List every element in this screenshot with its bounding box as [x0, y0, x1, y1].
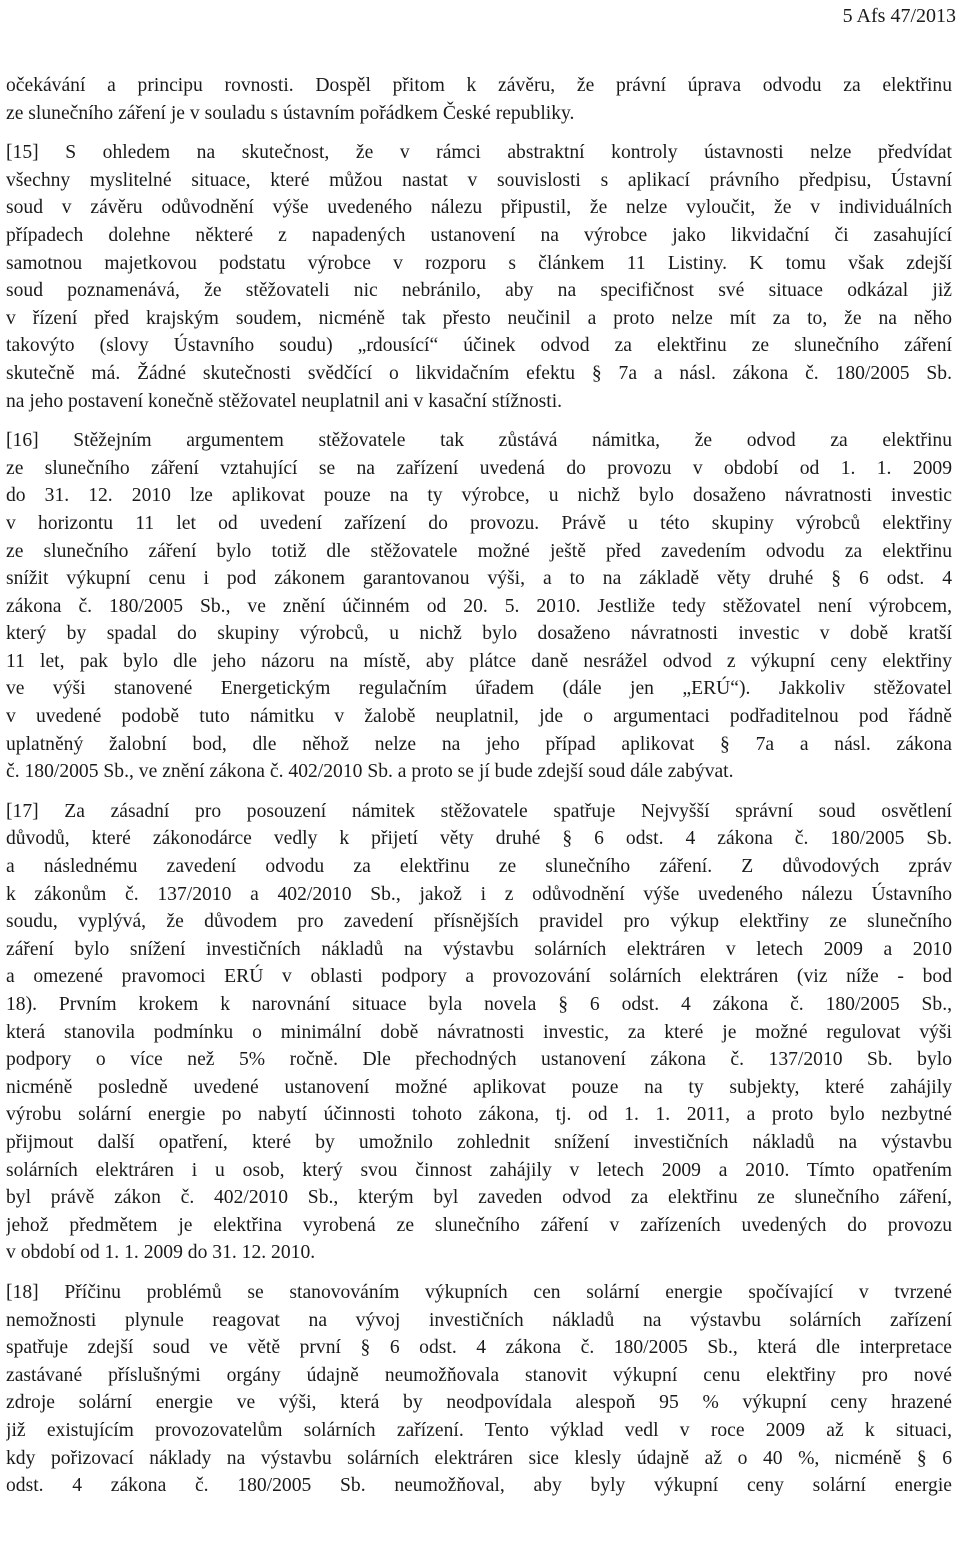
- text-line: byl právě zákon č. 402/2010 Sb., kterým byl zaveden odvod za elektřinu ze slunečního záření,: [6, 1187, 952, 1209]
- text-line: přijmout další opatření, které by umožnilo zohlednit snížení investičních nákladů na výstavbu: [6, 1131, 952, 1153]
- text-line: všechny myslitelné situace, které můžou nastat v souvislosti s aplikací právního předpisu, Ústavní: [6, 169, 952, 191]
- text-line: skutečně má. Žádné skutečnosti svědčící o likvidačním efektu § 7a a násl. zákona č. 180/2005 Sb.: [6, 362, 952, 384]
- text-line: a omezené pravomoci ERÚ v oblasti podpory a provozování solárních elektráren (viz níže - bod: [6, 966, 952, 988]
- text-line: zákona č. 180/2005 Sb., ve znění účinném od 20. 5. 2010. Jestliže tedy stěžovatel není výrobcem,: [6, 595, 952, 617]
- text-line: v horizontu 11 let od uvedení zařízení do provozu. Právě u této skupiny výrobců elektřiny: [6, 512, 952, 534]
- paragraph-15: [6, 139, 952, 415]
- text-line: soud poznamenává, že stěžovateli nic nebránilo, aby na specifičnost své situace odkázal již: [6, 280, 952, 302]
- text-line: kdy pořizovací náklady na výstavbu solárních elektráren sice klesly údajně až o 40 %, nicméně § 6: [6, 1447, 952, 1469]
- text-line: ze slunečního záření bylo totiž dle stěžovatele možné ještě před zavedením odvodu za elektřinu: [6, 540, 952, 562]
- text-line: [18] Příčinu problémů se stanovováním výkupních cen solární energie spočívající v tvrzené: [6, 1281, 952, 1303]
- text-line: snížit výkupní cenu i pod zákonem garantovanou výši, a to na základě věty druhé § 6 odst. 4: [6, 568, 952, 590]
- text-line: podpory o více než 5% ročně. Dle přechodných ustanovení zákona č. 137/2010 Sb. bylo: [6, 1049, 952, 1071]
- paragraph-18: [6, 1279, 952, 1500]
- text-line: který by spadal do skupiny výrobců, u nichž bylo dosaženo návratnosti investic v době kratší: [6, 623, 952, 645]
- text-line: případech dolehne některé z napadených ustanovení na výrobce jako likvidační či zasahující: [6, 224, 952, 246]
- text-line: nicméně posledně uvedené ustanovení možné aplikovat pouze na ty subjekty, které zahájily: [6, 1076, 952, 1098]
- text-line: č. 180/2005 Sb., ve znění zákona č. 402/2010 Sb. a proto se jí bude zdejší soud dále zabývat.: [6, 761, 734, 783]
- paragraph-intro: [6, 72, 952, 127]
- text-line: [16] Stěžejním argumentem stěžovatele tak zůstává námitka, že odvod za elektřinu: [6, 430, 952, 452]
- paragraph-17: [6, 798, 952, 1267]
- text-line: na jeho postavení konečně stěžovatel neuplatnil ani v kasační stížnosti.: [6, 390, 563, 412]
- text-line: ze slunečního záření je v souladu s ústavním pořádkem České republiky.: [6, 102, 575, 124]
- text-line: uplatněný žalobní bod, dle něhož nelze na jeho případ aplikovat § 7a a násl. zákona: [6, 733, 952, 755]
- text-line: soudu, vyplývá, že důvodem pro zavedení přísnějších pravidel pro výkup elektřiny ze slunečního: [6, 911, 952, 933]
- text-line: výrobu solární energie po nabytí účinnosti tohoto zákona, tj. od 1. 1. 2011, a proto bylo nezbytné: [6, 1104, 952, 1126]
- text-line: jehož předmětem je elektřina vyrobená ze slunečního záření v zařízeních uvedených do provozu: [6, 1214, 952, 1236]
- text-line: 18). Prvním krokem k narovnání situace byla novela § 6 odst. 4 zákona č. 180/2005 Sb.,: [6, 994, 952, 1015]
- text-line: solárních elektráren i u osob, který svou činnost zahájily v letech 2009 a 2010. Tímto opatřením: [6, 1159, 952, 1181]
- text-line: která stanovila podmínku o minimální době návratnosti investic, za které je možné regulovat výši: [6, 1021, 952, 1043]
- text-line: důvodů, které zákonodárce vedly k přijetí věty druhé § 6 odst. 4 zákona č. 180/2005 Sb.: [6, 828, 952, 850]
- text-line: spatřuje zdejší soud ve větě první § 6 odst. 4 zákona č. 180/2005 Sb., která dle interpretace: [6, 1337, 952, 1359]
- text-line: v řízení před krajským soudem, nicméně tak přesto neučinil a proto nelze mít za to, že na něho: [6, 307, 952, 329]
- text-line: v období od 1. 1. 2009 do 31. 12. 2010.: [6, 1242, 316, 1264]
- text-line: 11 let, pak bylo dle jeho názoru na místě, aby plátce daně nesrážel odvod z výkupní ceny elektřiny: [6, 650, 952, 672]
- text-line: soud v závěru odůvodnění výše uvedeného nálezu připustil, že nelze vyloučit, že v individuálních: [6, 197, 952, 219]
- text-line: a následnému zavedení odvodu za elektřinu ze slunečního záření. Z důvodových zpráv: [6, 856, 952, 878]
- text-line: již existujícím provozovatelům solárních zařízení. Tento výklad vedl v roce 2009 až k situaci,: [6, 1419, 952, 1441]
- document-body: [6, 72, 952, 1500]
- text-line: ze slunečního záření vztahující se na zařízení uvedená do provozu v období od 1. 1. 2009: [6, 457, 952, 479]
- text-line: [17] Za zásadní pro posouzení námitek stěžovatele spatřuje Nejvyšší správní soud osvětlení: [6, 800, 952, 822]
- text-line: do 31. 12. 2010 lze aplikovat pouze na ty výrobce, u nichž bylo dosaženo návratnosti investic: [6, 485, 952, 507]
- text-line: [15] S ohledem na skutečnost, že v rámci abstraktní kontroly ústavnosti nelze předvídat: [6, 142, 952, 164]
- text-line: odst. 4 zákona č. 180/2005 Sb. neumožňoval, aby byly výkupní ceny solární energie: [6, 1475, 952, 1497]
- text-line: ve výši stanovené Energetickým regulačním úřadem (dále jen „ERÚ“). Jakkoliv stěžovatel: [6, 678, 952, 700]
- text-line: k zákonům č. 137/2010 a 402/2010 Sb., jakož i z odůvodnění výše uvedeného nálezu Ústavního: [6, 883, 952, 905]
- text-line: zastávané příslušnými orgány údajně neumožňovala stanovit výkupní cenu elektřiny pro nové: [6, 1364, 952, 1386]
- text-line: záření bylo snížení investičních nákladů na výstavbu solárních elektráren v letech 2009 a 2010: [6, 938, 952, 960]
- text-line: zdroje solární energie ve výši, která by neodpovídala alespoň 95 % výkupní ceny hrazené: [6, 1392, 952, 1414]
- text-line: samotnou majetkovou podstatu výrobce v rozporu s článkem 11 Listiny. K tomu však zdejší: [6, 252, 952, 274]
- paragraph-16: [6, 427, 952, 786]
- case-number: 5 Afs 47/2013: [842, 5, 956, 27]
- text-line: očekávání a principu rovnosti. Dospěl přitom k závěru, že právní úprava odvodu za elektřinu: [6, 75, 952, 96]
- text-line: takovýto (slovy Ústavního soudu) „rdousící“ účinek odvod za elektřinu ze slunečního záření: [6, 335, 952, 357]
- text-line: v uvedené podobě tuto námitku v žalobě neuplatnil, jde o argumentaci podřaditelnou pod řádně: [6, 706, 952, 728]
- text-line: nemožnosti plynule reagovat na vývoj investičních nákladů na výstavbu solárních zařízení: [6, 1309, 952, 1331]
